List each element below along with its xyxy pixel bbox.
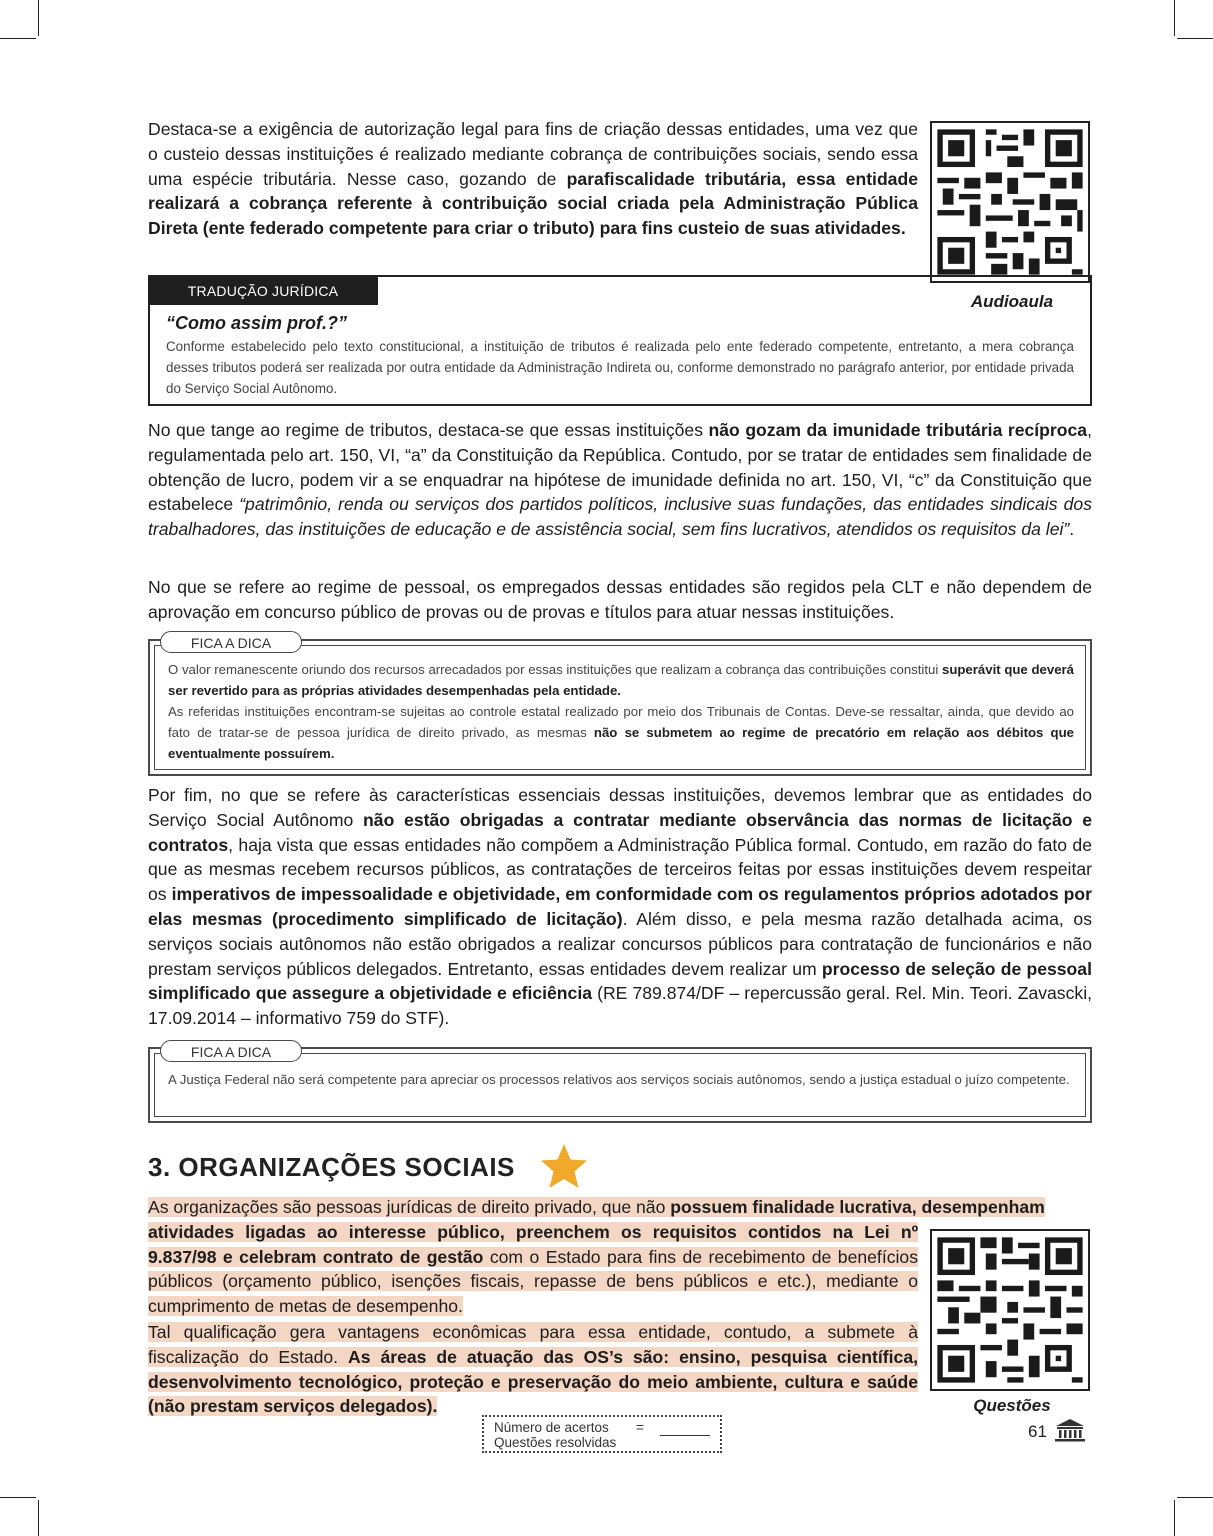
traducao-juridica-tab: TRADUÇÃO JURÍDICA: [148, 277, 378, 305]
fica-a-dica-label: FICA A DICA: [160, 631, 302, 653]
bold-run: não estão obrigadas a contratar mediante observância das normas de licitação e contratos: [148, 809, 1092, 855]
page-number: 61: [1028, 1422, 1047, 1441]
crop-mark: [1174, 0, 1175, 36]
fica-a-dica-text: A Justiça Federal não será competente para apreciar os processos relativos aos serviços sociais autônomos, sendo a justiça estadual o juízo competente.: [168, 1072, 1070, 1087]
text-run: . Além disso, e pela mesma razão detalhada acima, os serviços sociais autônomos não estão obrigados a realizar concursos públicos para contratação de funcionários e não prestam serviços públicos delegados. Entretanto, essas entidades devem realizar um: [148, 908, 1092, 979]
highlighted-text: As organizações são pessoas jurídicas de direito privado, que não: [148, 1197, 671, 1217]
paragraph-narrow-block: [148, 1220, 918, 1319]
score-blank-line[interactable]: [660, 1435, 710, 1436]
paragraph-regime-tributos: [148, 418, 1092, 542]
traducao-juridica-body: Conforme estabelecido pelo texto constitucional, a instituição de tributos é realizada pelo ente federado competente, entretanto, a mera cobrança desses tributos poderá ser realizada por outra entidade da Administração Indireta ou, conforme demonstrado no parágrafo anterior, por entidade privada do Serviço Social Autônomo.: [166, 339, 1074, 396]
crop-mark: [1177, 1497, 1213, 1498]
highlighted-bold-text: possuem finalidade lucrativa, desempenham: [670, 1197, 1045, 1217]
bold-run: superávit que deverá ser revertido para as próprias atividades desempenhadas pela entidade.: [168, 662, 1074, 698]
qr-code-questoes[interactable]: [930, 1229, 1090, 1391]
courthouse-icon: [1054, 1418, 1086, 1442]
text-run: Por fim, no que se refere às características essenciais dessas instituições, devemos lembrar que as entidades do Serviço Social Autônomo: [148, 785, 1092, 830]
paragraph-organizacoes-areas: [148, 1320, 918, 1419]
traducao-juridica-question: “Como assim prof.?”: [166, 313, 348, 333]
qr-icon: [932, 1231, 1088, 1389]
text-run: , regulamentada pelo art. 150, VI, “a” da Constituição da República. Contudo, por se tratar de entidades sem finalidade de obtenção de lucro, podem vir a se enquadrar na hipótese de imunidade definida no art. 150, VI, “c” da Constituição que estabelece: [148, 420, 1092, 515]
text-run: .: [1069, 519, 1075, 540]
qr-icon: [932, 123, 1088, 281]
paragraph-parafiscalidade: [148, 117, 918, 241]
crop-mark: [0, 38, 36, 39]
text-run: (RE 789.874/DF – repercussão geral. Rel. Min. Teori. Zavascki, 17.09.2014 – informativo 759 do STF).: [148, 983, 1092, 1029]
highlighted-text: Tal qualificação gera vantagens econômicas para essa entidade, contudo, a submete à fiscalização do Estado.: [148, 1322, 918, 1367]
fica-a-dica-text: [168, 701, 1074, 764]
qr-caption-questoes: Questões: [973, 1396, 1051, 1415]
text-run: Destaca-se a exigência de autorização legal para fins de criação dessas entidades, uma vez que o custeio dessas instituições é realizado mediante cobrança de contribuições sociais, sendo essa uma espécie tributária. Nesse caso, gozando de: [148, 119, 918, 189]
text-run: , haja vista que essas entidades não compõem a Administração Pública formal. Contudo, em razão do fato de que as mesmas recebem recursos públicos, as contratações de terceiros feitas por essas instituições devem respeitar os: [148, 834, 1092, 905]
paragraph-caracteristicas: [148, 783, 1092, 1031]
text-run: O valor remanescente oriundo dos recursos arrecadados por essas instituições que realizam a cobrança das contribuições constitui: [168, 662, 942, 677]
highlighted-bold-text: atividades ligadas ao interesse público, preenchem os requisitos contidos na Lei nº 9.837/98 e celebram contrato de gestão: [148, 1221, 918, 1267]
qr-caption-audioaula: Audioaula: [970, 292, 1054, 311]
score-box: [482, 1415, 722, 1453]
score-label-acertos: Número de acertos: [494, 1420, 609, 1435]
fica-a-dica-label: FICA A DICA: [160, 1040, 302, 1062]
italic-run: “patrimônio, renda ou serviços dos partidos políticos, inclusive suas fundações, das entidades sindicais dos trabalhadores, das instituições de educação e de assistência social, sem fins lucrativos, atendidos os requisitos da lei”: [148, 494, 1092, 540]
bold-run: parafiscalidade tributária, essa entidade realizará a cobrança referente à contribuição social criada pela Administração Pública Direta (ente federado competente para criar o tributo) para fins custeio de suas atividades.: [148, 168, 919, 239]
crop-mark: [1177, 38, 1213, 39]
crop-mark: [1174, 1500, 1175, 1536]
highlighted-bold-text: As áreas de atuação das OS’s são: ensino, pesquisa científica, desenvolvimento tecnológico, proteção e preservação do meio ambiente, cultura e saúde (não prestam serviços delegados).: [148, 1346, 919, 1417]
score-equals: =: [636, 1420, 644, 1435]
bold-run: processo de seleção de pessoal simplificado que assegure a objetividade e eficiência: [148, 958, 1092, 1004]
score-label-resolvidas: Questões resolvidas: [494, 1435, 617, 1450]
qr-code-audioaula[interactable]: [930, 121, 1090, 283]
bold-run: não gozam da imunidade tributária recíproca: [708, 420, 1088, 440]
paragraph-regime-pessoal: No que se refere ao regime de pessoal, os empregados dessas entidades são regidos pela CLT e não dependem de aprovação em concurso público de provas ou de provas e títulos para atuar nessas instituições.: [148, 577, 1092, 622]
text-run: No que tange ao regime de tributos, destaca-se que essas instituições: [148, 420, 709, 440]
highlighted-text: com o Estado para fins de recebimento de benefícios públicos (orçamento público, isenções fiscais, repasse de bens públicos e etc.), mediante o cumprimento de metas de desempenho.: [148, 1246, 918, 1317]
crop-mark: [38, 0, 39, 36]
bold-run: não se submetem ao regime de precatório em relação aos débitos que eventualmente possuírem.: [168, 725, 1075, 761]
section-title: 3. ORGANIZAÇÕES SOCIAIS: [148, 1152, 515, 1182]
fica-a-dica-text: [168, 659, 1074, 701]
crop-mark: [0, 1497, 36, 1498]
text-run: As referidas instituições encontram-se sujeitas ao controle estatal realizado por meio dos Tribunais de Contas. Deve-se ressaltar, ainda, que devido ao fato de tratar-se de pessoa jurídica de direito privado, as mesmas: [168, 704, 1074, 740]
star-icon: [540, 1143, 588, 1189]
crop-mark: [38, 1500, 39, 1536]
bold-run: imperativos de impessoalidade e objetividade, em conformidade com os regulamentos próprios adotados por elas mesmas (procedimento simplificado de licitação): [148, 884, 1092, 929]
